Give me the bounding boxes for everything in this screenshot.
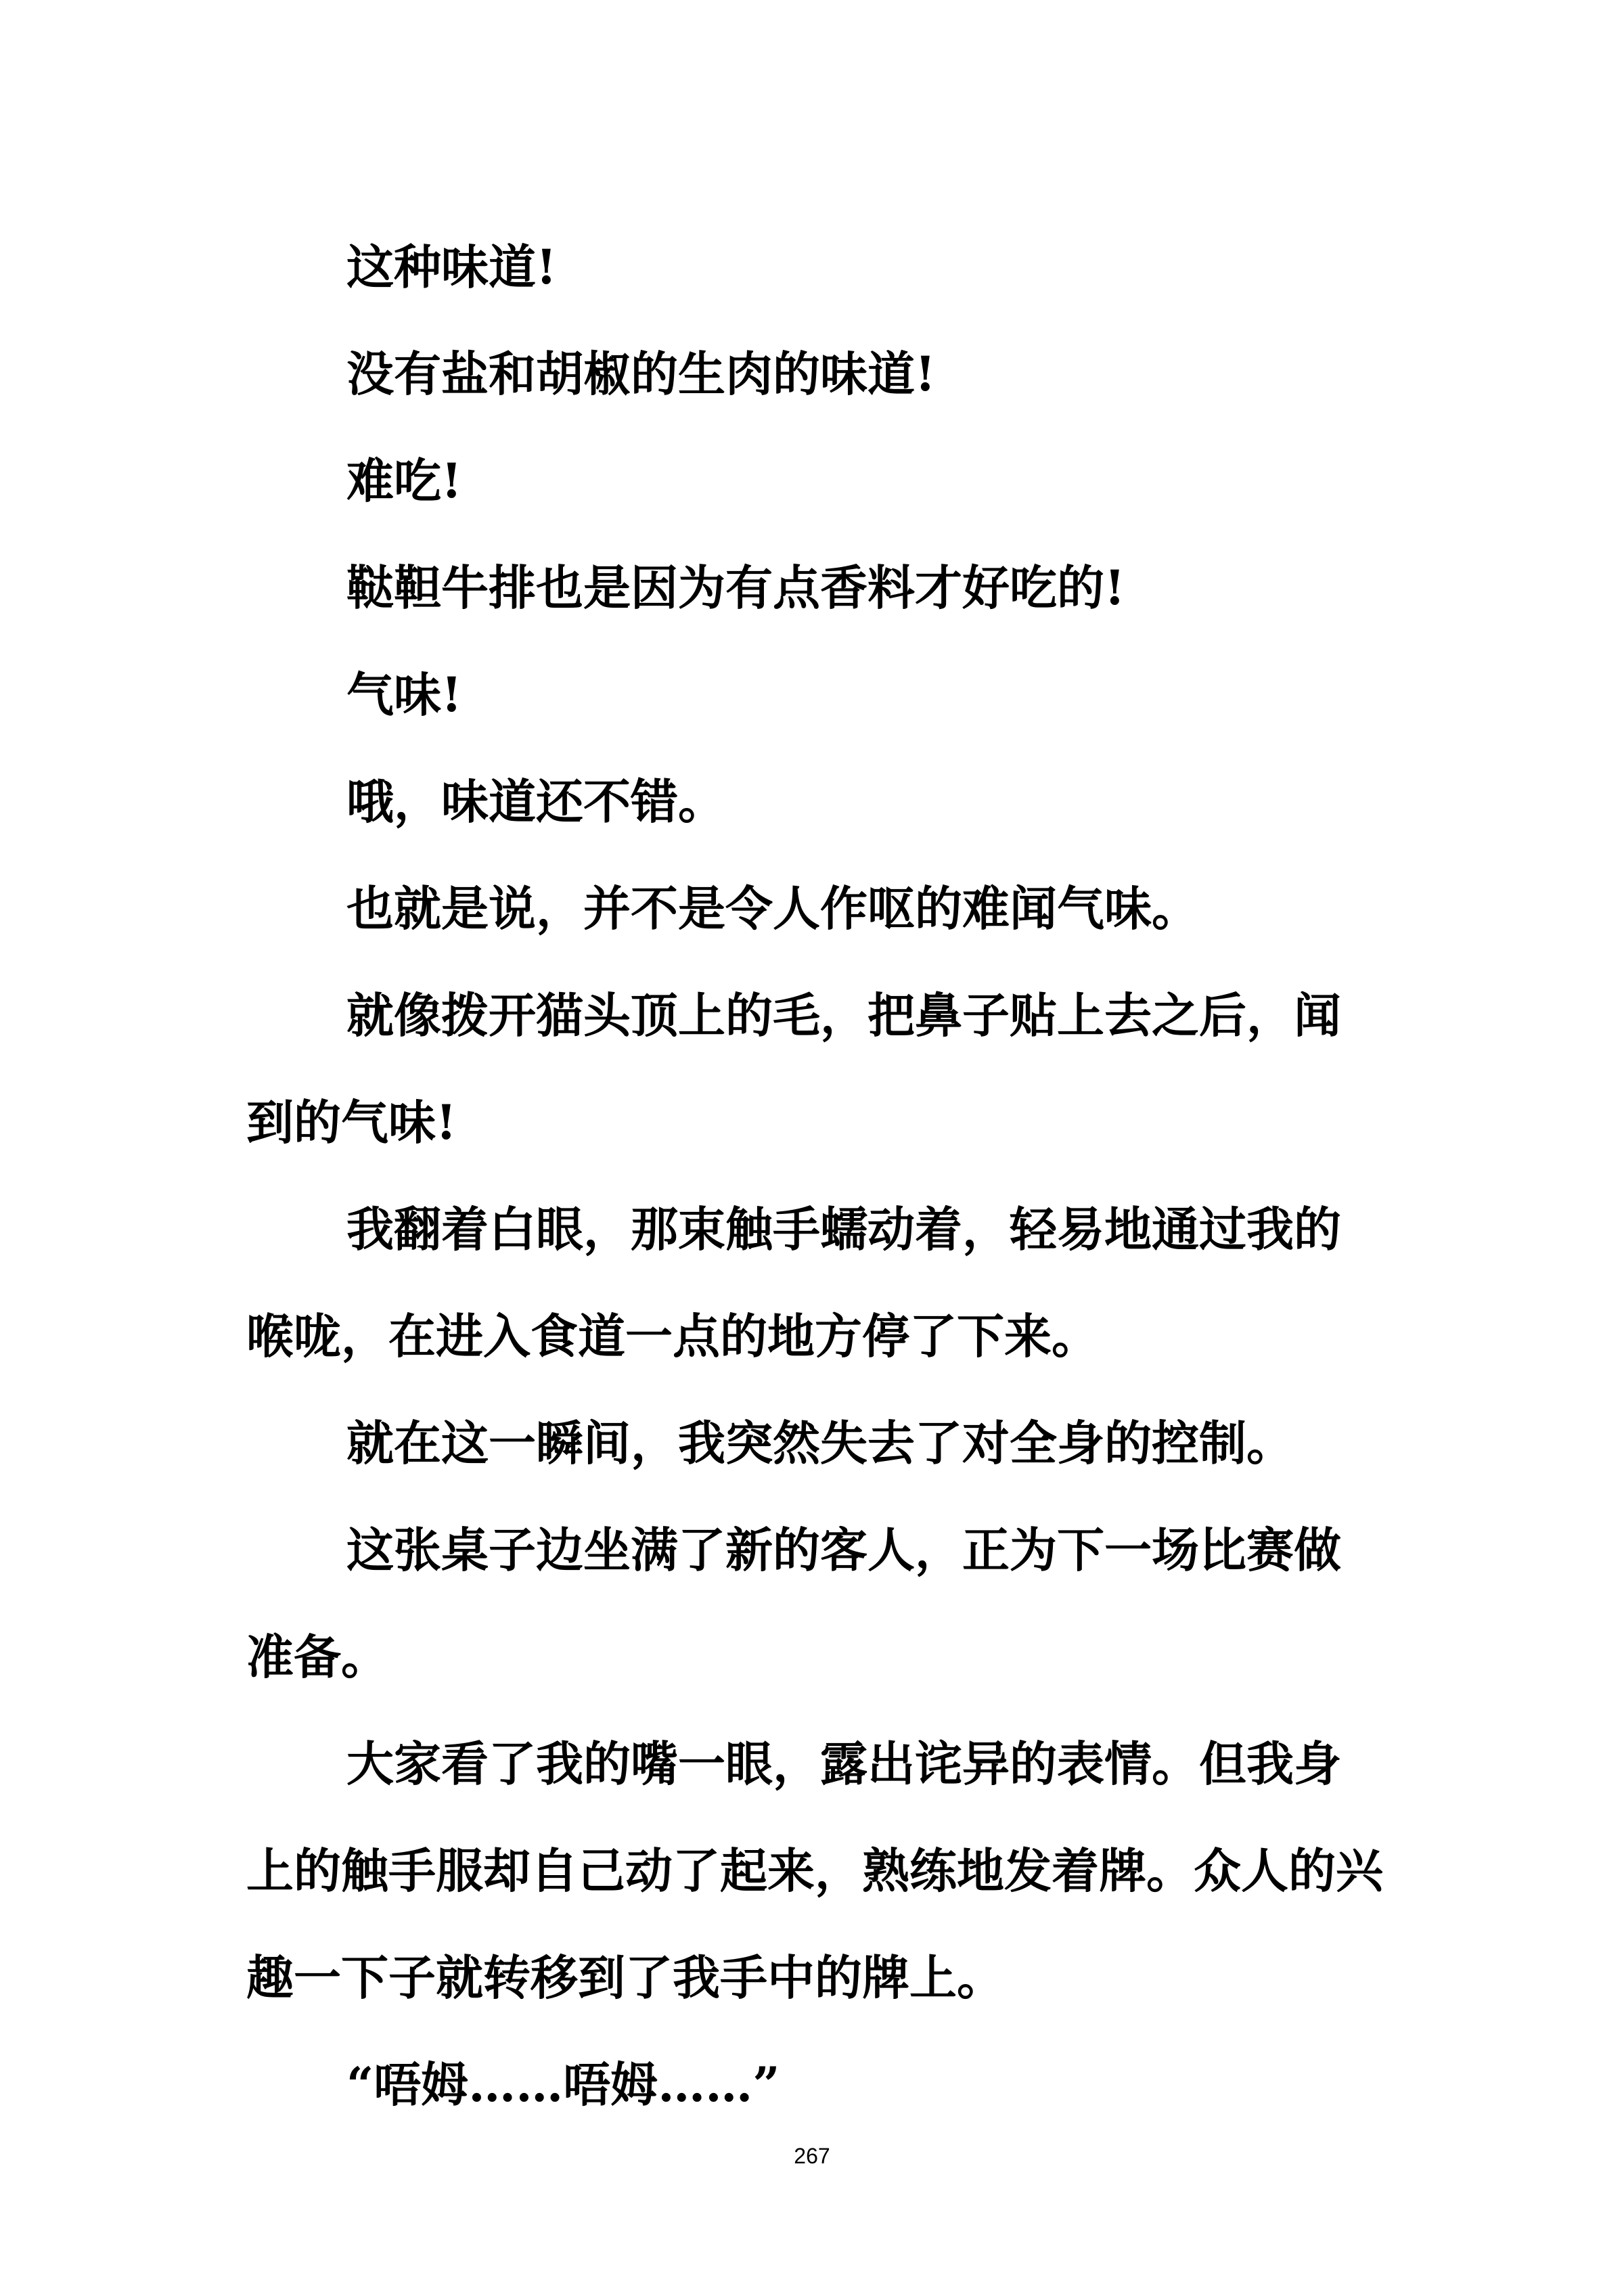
paragraph: 鞑靼牛排也是因为有点香料才好吃的! xyxy=(346,560,1125,616)
paragraph: 没有盐和胡椒的生肉的味道! xyxy=(346,346,936,402)
body-text xyxy=(246,214,1383,2138)
page-number: 267 xyxy=(794,2144,830,2168)
paragraph: 这种味道! xyxy=(346,239,557,295)
dialogue-paragraph: “唔姆……唔姆……” xyxy=(346,2056,780,2113)
paragraph: 我翻着白眼，那束触手蠕动着，轻易地通过我的喉咙，在进入食道一点的地方停了下来。 xyxy=(246,1201,1341,1364)
paragraph: 难吃! xyxy=(346,453,462,509)
paragraph: 就在这一瞬间，我突然失去了对全身的控制。 xyxy=(346,1415,1294,1471)
paragraph: 也就是说，并不是令人作呕的难闻气味。 xyxy=(346,880,1199,937)
paragraph: 哦，味道还不错。 xyxy=(346,773,725,830)
paragraph: 这张桌子边坐满了新的客人，正为下一场比赛做准备。 xyxy=(246,1522,1341,1685)
paragraph: 大家看了我的嘴一眼，露出诧异的表情。但我身上的触手服却自己动了起来，熟练地发着牌。众人的兴趣一下子就转移到了我手中的牌上。 xyxy=(246,1736,1383,2006)
paragraph: 气味! xyxy=(346,667,462,723)
paragraph: 就像拨开猫头顶上的毛，把鼻子贴上去之后，闻到的气味! xyxy=(246,987,1341,1150)
